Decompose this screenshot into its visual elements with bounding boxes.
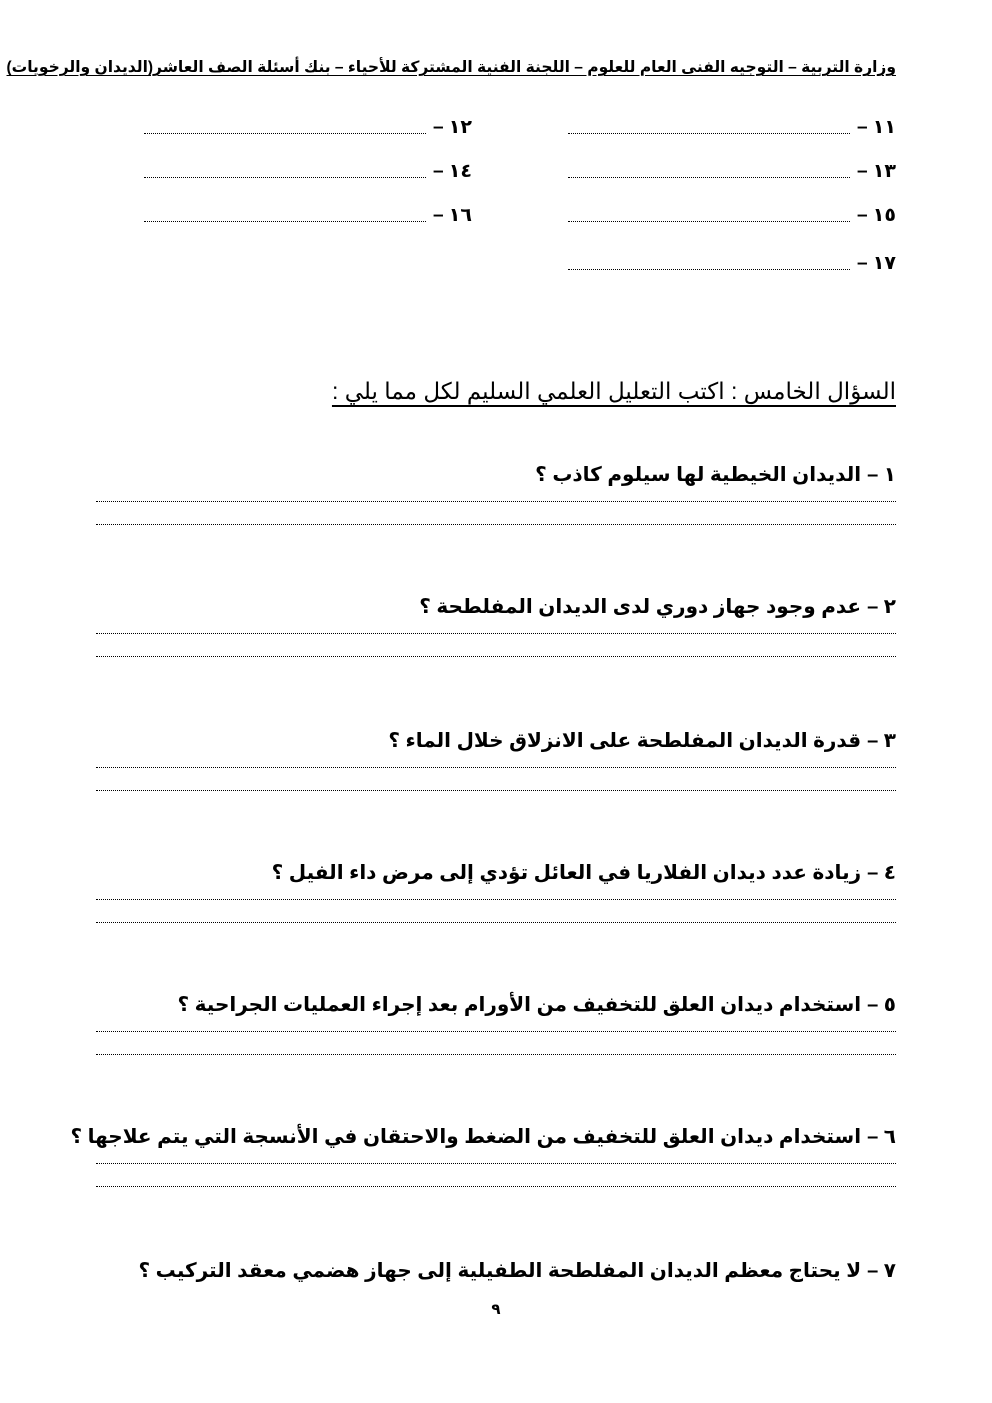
page-header: وزارة التربية – التوجيه الفنى العام للعلوم – اللجنة الفنية المشتركة للأحياء – بنك أسئلة الصف العاشر(الديدان والرخويات) [6, 59, 896, 76]
question-text-row [96, 462, 896, 487]
answer-line[interactable] [96, 790, 896, 791]
fill-item-number: ١٥ – [856, 205, 896, 226]
fill-item-number: ١٧ – [856, 253, 896, 274]
question-text-row [96, 594, 896, 619]
question-text: لا يحتاج معظم الديدان المفلطحة الطفيلية إلى جهاز هضمي معقد التركيب ؟ [138, 1260, 862, 1282]
question-number: ٦ – [867, 1126, 896, 1148]
question-text: عدم وجود جهاز دوري لدى الديدان المفلطحة ؟ [419, 596, 862, 618]
section-title: السؤال الخامس : اكتب التعليل العلمي السليم لكل مما يلي : [331, 378, 896, 404]
fill-row-1 [96, 116, 896, 140]
answer-line[interactable] [96, 501, 896, 502]
fill-row-2 [96, 160, 896, 184]
answer-line[interactable] [96, 899, 896, 900]
answer-line[interactable] [96, 656, 896, 657]
fill-blank-line[interactable] [568, 131, 850, 134]
question-text-row [96, 1258, 896, 1283]
question-1 [96, 462, 896, 525]
question-number: ٣ – [867, 730, 896, 752]
answer-line[interactable] [96, 1054, 896, 1055]
fill-blank-line[interactable] [144, 219, 426, 222]
question-6 [70, 1124, 896, 1187]
question-text: استخدام ديدان العلق للتخفيف من الضغط والاحتقان في الأنسجة التي يتم علاجها ؟ [70, 1126, 862, 1148]
answer-line[interactable] [96, 524, 896, 525]
fill-item-number: ١٤ – [432, 161, 472, 182]
fill-item-number: ١٢ – [432, 117, 472, 138]
fill-item-number: ١٦ – [432, 205, 472, 226]
question-4 [96, 860, 896, 923]
answer-line[interactable] [96, 633, 896, 634]
fill-item-14 [144, 160, 472, 183]
question-text: زيادة عدد ديدان الفلاريا في العائل تؤدي إلى مرض داء الفيل ؟ [271, 862, 862, 884]
question-text-row [96, 728, 896, 753]
fill-row-3 [96, 204, 896, 228]
fill-row-4 [96, 252, 896, 276]
question-7 [96, 1258, 896, 1283]
question-number: ٥ – [867, 994, 896, 1016]
question-number: ١ – [867, 464, 896, 486]
question-text-row [96, 992, 896, 1017]
question-3 [96, 728, 896, 791]
question-number: ٢ – [867, 596, 896, 618]
fill-item-12 [144, 116, 472, 139]
fill-blank-line[interactable] [144, 131, 426, 134]
answer-line[interactable] [96, 1163, 896, 1164]
answer-line[interactable] [96, 1186, 896, 1187]
fill-item-number: ١٣ – [856, 161, 896, 182]
question-text: قدرة الديدان المفلطحة على الانزلاق خلال الماء ؟ [388, 730, 862, 752]
fill-item-11 [568, 116, 896, 139]
fill-blank-line[interactable] [144, 175, 426, 178]
fill-item-13 [568, 160, 896, 183]
fill-blank-line[interactable] [568, 219, 850, 222]
question-text-row [70, 1124, 896, 1149]
answer-line[interactable] [96, 1031, 896, 1032]
page-number: ٩ [491, 1301, 501, 1318]
question-text: استخدام ديدان العلق للتخفيف من الأورام بعد إجراء العمليات الجراحية ؟ [177, 994, 862, 1016]
fill-blank-line[interactable] [568, 267, 850, 270]
fill-item-15 [568, 204, 896, 227]
question-5 [96, 992, 896, 1055]
fill-item-17 [568, 252, 896, 275]
fill-item-number: ١١ – [856, 117, 896, 138]
fill-blank-line[interactable] [568, 175, 850, 178]
question-number: ٧ – [867, 1260, 896, 1282]
answer-line[interactable] [96, 767, 896, 768]
answer-line[interactable] [96, 922, 896, 923]
fill-item-16 [144, 204, 472, 227]
question-text: الديدان الخيطية لها سيلوم كاذب ؟ [535, 464, 862, 486]
question-2 [96, 594, 896, 657]
question-text-row [96, 860, 896, 885]
question-number: ٤ – [867, 862, 896, 884]
